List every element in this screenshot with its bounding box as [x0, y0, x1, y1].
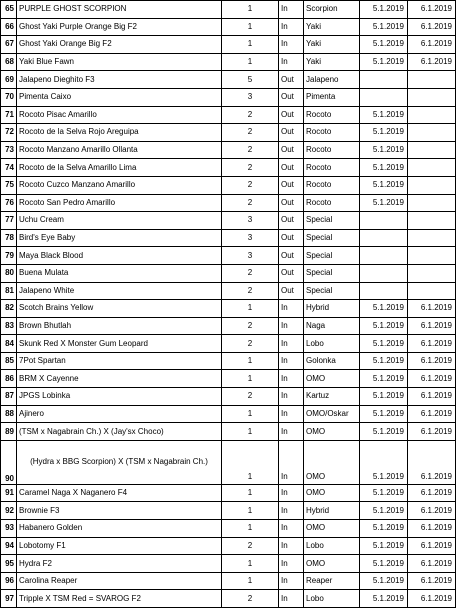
variety-name-cell[interactable]: Maya Black Blood — [17, 247, 222, 265]
table-row[interactable] — [1, 159, 456, 177]
in-out-cell[interactable]: Out — [279, 212, 304, 230]
date-1-cell[interactable]: 5.1.2019 — [360, 537, 408, 555]
variety-name-cell[interactable]: Rocoto Cuzco Manzano Amarillo — [17, 176, 222, 194]
in-out-cell[interactable]: In — [279, 537, 304, 555]
date-2-cell[interactable]: 6.1.2019 — [408, 317, 456, 335]
date-1-cell[interactable]: 5.1.2019 — [360, 141, 408, 159]
category-cell[interactable]: Rocoto — [304, 176, 360, 194]
date-1-cell[interactable] — [360, 247, 408, 265]
variety-name-cell[interactable]: Jalapeno Dieghito F3 — [17, 71, 222, 89]
row-number: 82 — [1, 300, 17, 318]
quantity-cell[interactable]: 2 — [222, 176, 279, 194]
date-2-cell[interactable] — [408, 124, 456, 142]
variety-name-cell[interactable]: Ajinero — [17, 405, 222, 423]
quantity-cell[interactable]: 2 — [222, 537, 279, 555]
date-2-cell[interactable] — [408, 194, 456, 212]
in-out-cell[interactable]: In — [279, 405, 304, 423]
date-1-cell[interactable]: 5.1.2019 — [360, 18, 408, 36]
date-1-cell[interactable] — [360, 229, 408, 247]
category-cell[interactable]: Reaper — [304, 572, 360, 590]
date-2-cell[interactable]: 6.1.2019 — [408, 423, 456, 441]
category-cell[interactable]: Lobo — [304, 335, 360, 353]
date-2-cell[interactable] — [408, 71, 456, 89]
table-row[interactable] — [1, 440, 456, 484]
date-2-cell[interactable]: 6.1.2019 — [408, 36, 456, 54]
row-number: 76 — [1, 194, 17, 212]
in-out-cell[interactable]: In — [279, 370, 304, 388]
date-2-cell[interactable]: 6.1.2019 — [408, 520, 456, 538]
date-2-cell[interactable]: 6.1.2019 — [408, 537, 456, 555]
category-cell[interactable]: Kartuz — [304, 388, 360, 406]
row-number: 92 — [1, 502, 17, 520]
category-cell[interactable]: OMO — [304, 484, 360, 502]
in-out-cell[interactable]: In — [279, 440, 304, 484]
row-number: 74 — [1, 159, 17, 177]
date-1-cell[interactable]: 5.1.2019 — [360, 405, 408, 423]
date-1-cell[interactable]: 5.1.2019 — [360, 423, 408, 441]
in-out-cell[interactable]: Out — [279, 264, 304, 282]
category-cell[interactable]: Yaki — [304, 36, 360, 54]
in-out-cell[interactable]: Out — [279, 247, 304, 265]
quantity-cell[interactable]: 2 — [222, 282, 279, 300]
table-body — [1, 1, 456, 608]
table-row[interactable] — [1, 247, 456, 265]
date-1-cell[interactable]: 5.1.2019 — [360, 176, 408, 194]
date-2-cell[interactable] — [408, 229, 456, 247]
date-2-cell[interactable]: 6.1.2019 — [408, 388, 456, 406]
date-1-cell[interactable] — [360, 71, 408, 89]
table-row[interactable] — [1, 317, 456, 335]
variety-name-cell[interactable]: (Hydra x BBG Scorpion) X (TSM x Nagabrain Ch.) — [17, 440, 222, 484]
table-row[interactable] — [1, 194, 456, 212]
date-2-cell[interactable]: 6.1.2019 — [408, 405, 456, 423]
variety-name-cell[interactable]: Rocoto San Pedro Amarillo — [17, 194, 222, 212]
category-cell[interactable]: OMO — [304, 440, 360, 484]
date-1-cell[interactable] — [360, 264, 408, 282]
quantity-cell[interactable]: 1 — [222, 405, 279, 423]
date-1-cell[interactable]: 5.1.2019 — [360, 590, 408, 608]
table-row[interactable] — [1, 53, 456, 71]
row-number: 71 — [1, 106, 17, 124]
row-number: 79 — [1, 247, 17, 265]
row-number: 89 — [1, 423, 17, 441]
variety-name-cell[interactable]: Rocoto Manzano Amarillo Ollanta — [17, 141, 222, 159]
table-row[interactable] — [1, 555, 456, 573]
quantity-cell[interactable]: 1 — [222, 572, 279, 590]
category-cell[interactable]: Naga — [304, 317, 360, 335]
quantity-cell[interactable]: 5 — [222, 71, 279, 89]
quantity-cell[interactable]: 1 — [222, 440, 279, 484]
quantity-cell[interactable]: 1 — [222, 53, 279, 71]
date-2-cell[interactable]: 6.1.2019 — [408, 53, 456, 71]
row-number: 93 — [1, 520, 17, 538]
table-row[interactable] — [1, 71, 456, 89]
variety-name-cell[interactable]: Ghost Yaki Purple Orange Big F2 — [17, 18, 222, 36]
row-number: 67 — [1, 36, 17, 54]
row-number: 66 — [1, 18, 17, 36]
date-1-cell[interactable]: 5.1.2019 — [360, 124, 408, 142]
table-row[interactable] — [1, 370, 456, 388]
row-number: 73 — [1, 141, 17, 159]
in-out-cell[interactable]: In — [279, 18, 304, 36]
table-row[interactable] — [1, 124, 456, 142]
row-number: 77 — [1, 212, 17, 230]
row-number: 75 — [1, 176, 17, 194]
quantity-cell[interactable]: 2 — [222, 159, 279, 177]
row-number: 95 — [1, 555, 17, 573]
in-out-cell[interactable]: Out — [279, 71, 304, 89]
variety-name-cell[interactable]: Jalapeno White — [17, 282, 222, 300]
quantity-cell[interactable]: 1 — [222, 520, 279, 538]
table-row[interactable] — [1, 282, 456, 300]
date-1-cell[interactable]: 5.1.2019 — [360, 370, 408, 388]
in-out-cell[interactable]: In — [279, 1, 304, 19]
quantity-cell[interactable]: 1 — [222, 484, 279, 502]
date-1-cell[interactable]: 5.1.2019 — [360, 352, 408, 370]
category-cell[interactable]: Special — [304, 212, 360, 230]
date-2-cell[interactable]: 6.1.2019 — [408, 335, 456, 353]
row-number: 90 — [1, 440, 17, 484]
in-out-cell[interactable]: In — [279, 36, 304, 54]
category-cell[interactable]: Lobo — [304, 537, 360, 555]
table-row[interactable] — [1, 106, 456, 124]
date-2-cell[interactable]: 6.1.2019 — [408, 572, 456, 590]
variety-name-cell[interactable]: Carolina Reaper — [17, 572, 222, 590]
quantity-cell[interactable]: 3 — [222, 212, 279, 230]
date-1-cell[interactable]: 5.1.2019 — [360, 317, 408, 335]
date-1-cell[interactable]: 5.1.2019 — [360, 106, 408, 124]
date-2-cell[interactable]: 6.1.2019 — [408, 484, 456, 502]
in-out-cell[interactable]: Out — [279, 141, 304, 159]
variety-name-cell[interactable]: Hydra F2 — [17, 555, 222, 573]
row-number: 91 — [1, 484, 17, 502]
variety-name-cell[interactable]: Ghost Yaki Orange Big F2 — [17, 36, 222, 54]
date-2-cell[interactable] — [408, 264, 456, 282]
row-number: 65 — [1, 1, 17, 19]
date-1-cell[interactable]: 5.1.2019 — [360, 300, 408, 318]
date-2-cell[interactable]: 6.1.2019 — [408, 370, 456, 388]
variety-name-cell[interactable]: Tripple X TSM Red = SVAROG F2 — [17, 590, 222, 608]
category-cell[interactable]: Pimenta — [304, 88, 360, 106]
quantity-cell[interactable]: 1 — [222, 423, 279, 441]
table-row[interactable] — [1, 176, 456, 194]
quantity-cell[interactable]: 1 — [222, 36, 279, 54]
table-row[interactable] — [1, 423, 456, 441]
date-2-cell[interactable]: 6.1.2019 — [408, 352, 456, 370]
date-1-cell[interactable]: 5.1.2019 — [360, 53, 408, 71]
category-cell[interactable]: Rocoto — [304, 159, 360, 177]
table-row[interactable] — [1, 141, 456, 159]
date-2-cell[interactable] — [408, 212, 456, 230]
quantity-cell[interactable]: 2 — [222, 317, 279, 335]
table-row[interactable] — [1, 300, 456, 318]
variety-name-cell[interactable]: Lobotomy F1 — [17, 537, 222, 555]
row-number: 69 — [1, 71, 17, 89]
date-2-cell[interactable] — [408, 247, 456, 265]
row-number: 84 — [1, 335, 17, 353]
in-out-cell[interactable]: Out — [279, 88, 304, 106]
in-out-cell[interactable]: In — [279, 53, 304, 71]
row-number: 68 — [1, 53, 17, 71]
variety-name-cell[interactable]: Uchu Cream — [17, 212, 222, 230]
row-number: 87 — [1, 388, 17, 406]
category-cell[interactable]: Rocoto — [304, 194, 360, 212]
table-row[interactable] — [1, 405, 456, 423]
date-2-cell[interactable]: 6.1.2019 — [408, 440, 456, 484]
in-out-cell[interactable]: Out — [279, 159, 304, 177]
variety-name-cell[interactable]: Rocoto Pisac Amarillo — [17, 106, 222, 124]
row-number: 72 — [1, 124, 17, 142]
variety-name-cell[interactable]: Brownie F3 — [17, 502, 222, 520]
date-2-cell[interactable] — [408, 159, 456, 177]
category-cell[interactable]: Rocoto — [304, 141, 360, 159]
in-out-cell[interactable]: In — [279, 520, 304, 538]
variety-name-cell[interactable]: BRM X Cayenne — [17, 370, 222, 388]
category-cell[interactable]: Hybrid — [304, 502, 360, 520]
category-cell[interactable]: Special — [304, 229, 360, 247]
in-out-cell[interactable]: Out — [279, 176, 304, 194]
category-cell[interactable]: Hybrid — [304, 300, 360, 318]
row-number: 94 — [1, 537, 17, 555]
quantity-cell[interactable]: 2 — [222, 194, 279, 212]
category-cell[interactable]: Golonka — [304, 352, 360, 370]
quantity-cell[interactable]: 1 — [222, 555, 279, 573]
variety-name-cell[interactable]: Buena Mulata — [17, 264, 222, 282]
category-cell[interactable]: Special — [304, 282, 360, 300]
category-cell[interactable]: Yaki — [304, 18, 360, 36]
quantity-cell[interactable]: 2 — [222, 141, 279, 159]
variety-name-cell[interactable]: Habanero Golden — [17, 520, 222, 538]
date-1-cell[interactable]: 5.1.2019 — [360, 159, 408, 177]
table-row[interactable] — [1, 388, 456, 406]
date-1-cell[interactable] — [360, 88, 408, 106]
category-cell[interactable]: Special — [304, 247, 360, 265]
category-cell[interactable]: Scorpion — [304, 1, 360, 19]
category-cell[interactable]: OMO/Oskar — [304, 405, 360, 423]
quantity-cell[interactable]: 2 — [222, 590, 279, 608]
variety-name-cell[interactable]: Caramel Naga X Naganero F4 — [17, 484, 222, 502]
row-number: 86 — [1, 370, 17, 388]
date-1-cell[interactable]: 5.1.2019 — [360, 388, 408, 406]
date-2-cell[interactable] — [408, 106, 456, 124]
quantity-cell[interactable]: 2 — [222, 335, 279, 353]
date-2-cell[interactable] — [408, 282, 456, 300]
quantity-cell[interactable]: 2 — [222, 388, 279, 406]
in-out-cell[interactable]: In — [279, 502, 304, 520]
row-number: 88 — [1, 405, 17, 423]
quantity-cell[interactable]: 2 — [222, 124, 279, 142]
category-cell[interactable]: Jalapeno — [304, 71, 360, 89]
quantity-cell[interactable]: 3 — [222, 247, 279, 265]
variety-name-cell[interactable]: Skunk Red X Monster Gum Leopard — [17, 335, 222, 353]
date-1-cell[interactable]: 5.1.2019 — [360, 36, 408, 54]
variety-name-cell[interactable]: Brown Bhutlah — [17, 317, 222, 335]
date-2-cell[interactable]: 6.1.2019 — [408, 555, 456, 573]
variety-name-cell[interactable]: PURPLE GHOST SCORPION — [17, 1, 222, 19]
date-1-cell[interactable]: 5.1.2019 — [360, 194, 408, 212]
variety-name-cell[interactable]: Scotch Brains Yellow — [17, 300, 222, 318]
row-number: 96 — [1, 572, 17, 590]
in-out-cell[interactable]: Out — [279, 282, 304, 300]
variety-name-cell[interactable]: Rocoto de la Selva Rojo Areguipa — [17, 124, 222, 142]
date-2-cell[interactable] — [408, 88, 456, 106]
quantity-cell[interactable]: 1 — [222, 370, 279, 388]
category-cell[interactable]: OMO — [304, 370, 360, 388]
table-row[interactable] — [1, 520, 456, 538]
table-row[interactable] — [1, 88, 456, 106]
table-row[interactable] — [1, 572, 456, 590]
in-out-cell[interactable]: In — [279, 317, 304, 335]
in-out-cell[interactable]: In — [279, 388, 304, 406]
row-number: 80 — [1, 264, 17, 282]
table-row[interactable] — [1, 502, 456, 520]
row-number: 97 — [1, 590, 17, 608]
date-2-cell[interactable] — [408, 176, 456, 194]
table-row[interactable] — [1, 264, 456, 282]
row-number: 78 — [1, 229, 17, 247]
date-2-cell[interactable]: 6.1.2019 — [408, 590, 456, 608]
date-2-cell[interactable]: 6.1.2019 — [408, 1, 456, 19]
quantity-cell[interactable]: 2 — [222, 264, 279, 282]
table-row[interactable] — [1, 352, 456, 370]
in-out-cell[interactable]: In — [279, 590, 304, 608]
category-cell[interactable]: Special — [304, 264, 360, 282]
date-1-cell[interactable]: 5.1.2019 — [360, 520, 408, 538]
row-number: 85 — [1, 352, 17, 370]
table-row[interactable] — [1, 18, 456, 36]
in-out-cell[interactable]: In — [279, 335, 304, 353]
in-out-cell[interactable]: In — [279, 423, 304, 441]
category-cell[interactable]: OMO — [304, 555, 360, 573]
date-1-cell[interactable]: 5.1.2019 — [360, 1, 408, 19]
in-out-cell[interactable]: Out — [279, 194, 304, 212]
date-1-cell[interactable]: 5.1.2019 — [360, 555, 408, 573]
in-out-cell[interactable]: Out — [279, 124, 304, 142]
variety-name-cell[interactable]: Bird's Eye Baby — [17, 229, 222, 247]
date-1-cell[interactable]: 5.1.2019 — [360, 484, 408, 502]
category-cell[interactable]: OMO — [304, 423, 360, 441]
in-out-cell[interactable]: In — [279, 572, 304, 590]
table-row[interactable] — [1, 1, 456, 19]
in-out-cell[interactable]: In — [279, 300, 304, 318]
date-1-cell[interactable]: 5.1.2019 — [360, 335, 408, 353]
in-out-cell[interactable]: In — [279, 555, 304, 573]
table-row[interactable] — [1, 484, 456, 502]
category-cell[interactable]: Lobo — [304, 590, 360, 608]
category-cell[interactable]: Yaki — [304, 53, 360, 71]
row-number: 70 — [1, 88, 17, 106]
quantity-cell[interactable]: 1 — [222, 18, 279, 36]
table-row[interactable] — [1, 537, 456, 555]
quantity-cell[interactable]: 3 — [222, 229, 279, 247]
row-number: 81 — [1, 282, 17, 300]
date-2-cell[interactable]: 6.1.2019 — [408, 300, 456, 318]
table-row[interactable] — [1, 590, 456, 608]
variety-name-cell[interactable]: Rocoto de la Selva Amarillo Lima — [17, 159, 222, 177]
date-1-cell[interactable]: 5.1.2019 — [360, 572, 408, 590]
table-row[interactable] — [1, 212, 456, 230]
date-2-cell[interactable]: 6.1.2019 — [408, 502, 456, 520]
date-1-cell[interactable] — [360, 212, 408, 230]
variety-name-cell[interactable]: JPGS Lobinka — [17, 388, 222, 406]
in-out-cell[interactable]: Out — [279, 106, 304, 124]
table-row[interactable] — [1, 36, 456, 54]
table-row[interactable] — [1, 229, 456, 247]
variety-name-cell[interactable]: 7Pot Spartan — [17, 352, 222, 370]
category-cell[interactable]: Rocoto — [304, 124, 360, 142]
quantity-cell[interactable]: 1 — [222, 502, 279, 520]
date-1-cell[interactable] — [360, 282, 408, 300]
in-out-cell[interactable]: In — [279, 484, 304, 502]
in-out-cell[interactable]: In — [279, 352, 304, 370]
quantity-cell[interactable]: 1 — [222, 300, 279, 318]
row-number: 83 — [1, 317, 17, 335]
table-row[interactable] — [1, 335, 456, 353]
in-out-cell[interactable]: Out — [279, 229, 304, 247]
quantity-cell[interactable]: 1 — [222, 352, 279, 370]
date-2-cell[interactable]: 6.1.2019 — [408, 18, 456, 36]
category-cell[interactable]: Rocoto — [304, 106, 360, 124]
date-1-cell[interactable]: 5.1.2019 — [360, 502, 408, 520]
variety-name-cell[interactable]: Pimenta Caixo — [17, 88, 222, 106]
date-2-cell[interactable] — [408, 141, 456, 159]
category-cell[interactable]: OMO — [304, 520, 360, 538]
variety-name-cell[interactable]: Yaki Blue Fawn — [17, 53, 222, 71]
quantity-cell[interactable]: 3 — [222, 88, 279, 106]
date-1-cell[interactable]: 5.1.2019 — [360, 440, 408, 484]
quantity-cell[interactable]: 1 — [222, 1, 279, 19]
variety-name-cell[interactable]: (TSM x Nagabrain Ch.) X (Jay'sx Choco) — [17, 423, 222, 441]
quantity-cell[interactable]: 2 — [222, 106, 279, 124]
